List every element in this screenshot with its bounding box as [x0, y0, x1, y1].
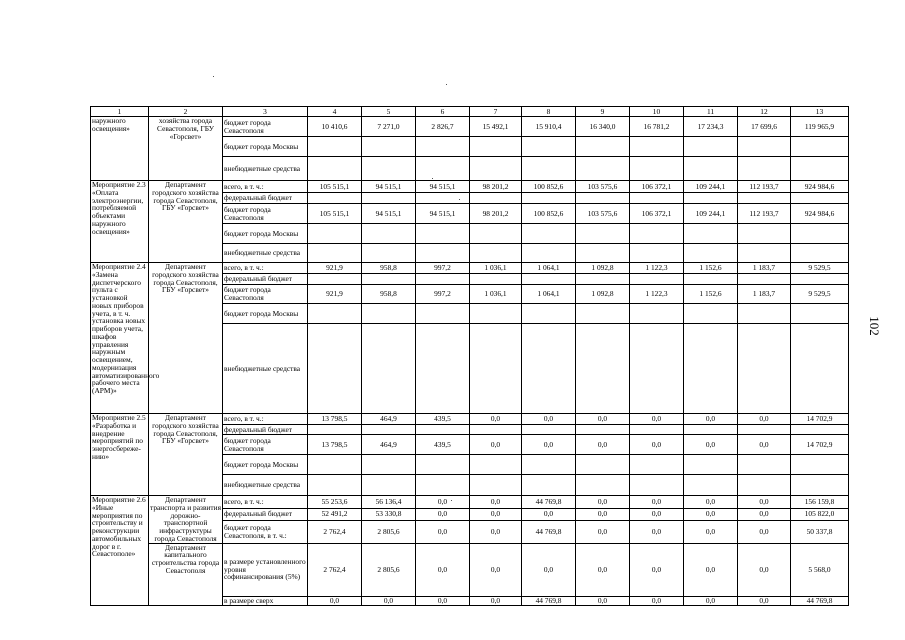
year-value-cell [522, 455, 576, 475]
year-value-cell: 0,0 [522, 508, 576, 521]
funding-source-cell: федеральный бюджет [223, 508, 308, 521]
year-value-cell [308, 304, 362, 324]
year-value-cell: 0,0 [576, 435, 630, 455]
year-value-cell: 0,0 [576, 496, 630, 509]
year-value-cell [738, 274, 791, 285]
year-value-cell [416, 304, 470, 324]
total-value-cell: 119 965,9 [791, 117, 849, 137]
year-value-cell: 958,8 [362, 263, 416, 274]
year-value-cell [684, 475, 738, 496]
year-value-cell [362, 475, 416, 496]
year-value-cell: 0,0 [684, 496, 738, 509]
year-value-cell [416, 455, 470, 475]
total-value-cell [791, 274, 849, 285]
year-value-cell: 0,0 [576, 508, 630, 521]
year-value-cell [416, 274, 470, 285]
year-value-cell: 94 515,1 [416, 204, 470, 224]
year-value-cell [362, 274, 416, 285]
year-value-cell [684, 324, 738, 414]
year-value-cell: 1 092,8 [576, 263, 630, 274]
year-value-cell: 2 762,4 [308, 543, 362, 596]
year-value-cell: 17 234,3 [684, 117, 738, 137]
funding-source-cell: внебюджетные средства [223, 324, 308, 414]
year-value-cell: 0,0 [522, 414, 576, 425]
year-value-cell: 1 064,1 [522, 263, 576, 274]
year-value-cell: 0,0 [630, 543, 684, 596]
year-value-cell [738, 157, 791, 181]
funding-source-cell: внебюджетные средства [223, 475, 308, 496]
year-value-cell: 0,0 [630, 435, 684, 455]
year-value-cell [522, 425, 576, 435]
year-value-cell: 0,0 [522, 543, 576, 596]
year-value-cell [576, 455, 630, 475]
year-value-cell [362, 157, 416, 181]
year-value-cell [522, 244, 576, 263]
year-value-cell [522, 274, 576, 285]
year-value-cell: 0,0 [470, 496, 522, 509]
year-value-cell [308, 137, 362, 157]
year-value-cell [522, 193, 576, 204]
total-value-cell: 14 702,9 [791, 435, 849, 455]
executor-cell: Департамент городского хозяйства города Севастополя, ГБУ «Горсвет» [149, 181, 223, 263]
year-value-cell: 2 805,6 [362, 521, 416, 544]
year-value-cell [308, 224, 362, 244]
document-page [90, 106, 849, 606]
year-value-cell [630, 137, 684, 157]
year-value-cell [576, 274, 630, 285]
year-value-cell [470, 304, 522, 324]
year-value-cell: 0,0 [470, 508, 522, 521]
year-value-cell: 0,0 [684, 414, 738, 425]
year-value-cell: 0,0 [738, 435, 791, 455]
total-value-cell [791, 475, 849, 496]
year-value-cell [362, 455, 416, 475]
year-value-cell: 0,0 [470, 521, 522, 544]
funding-source-cell: бюджет города Севастополя, в т. ч.: [223, 521, 308, 544]
column-number-8: 8 [522, 107, 576, 117]
year-value-cell: 0,0 [470, 596, 522, 605]
year-value-cell [738, 455, 791, 475]
total-value-cell [791, 324, 849, 414]
year-value-cell [416, 137, 470, 157]
funding-source-cell: бюджет города Севастополя [223, 204, 308, 224]
year-value-cell [416, 475, 470, 496]
year-value-cell: 0,0 [416, 496, 470, 509]
year-value-cell: 98 201,2 [470, 204, 522, 224]
year-value-cell [522, 475, 576, 496]
year-value-cell: 0,0 [470, 414, 522, 425]
year-value-cell: 109 244,1 [684, 181, 738, 193]
year-value-cell [684, 137, 738, 157]
year-value-cell: 2 762,4 [308, 521, 362, 544]
year-value-cell: 13 798,5 [308, 435, 362, 455]
executor-cell: Департамент городского хозяйства города Севастополя, ГБУ «Горсвет» [149, 414, 223, 496]
funding-source-cell: бюджет города Москвы [223, 304, 308, 324]
year-value-cell [416, 425, 470, 435]
year-value-cell [738, 137, 791, 157]
year-value-cell [522, 137, 576, 157]
year-value-cell: 0,0 [576, 521, 630, 544]
year-value-cell [362, 244, 416, 263]
year-value-cell [684, 425, 738, 435]
funding-source-cell: бюджет города Москвы [223, 137, 308, 157]
year-value-cell [308, 455, 362, 475]
year-value-cell [522, 304, 576, 324]
year-value-cell: 94 515,1 [416, 181, 470, 193]
year-value-cell: 0,0 [630, 508, 684, 521]
total-value-cell [791, 244, 849, 263]
year-value-cell [522, 157, 576, 181]
year-value-cell [576, 224, 630, 244]
funding-source-cell: в размере установленного уровня софинансирования (5%) [223, 543, 308, 596]
year-value-cell [362, 137, 416, 157]
year-value-cell: 0,0 [416, 508, 470, 521]
funding-source-cell: федеральный бюджет [223, 274, 308, 285]
executor-cell: Департамент капитального строительства города Севастополя [149, 543, 223, 605]
year-value-cell [362, 304, 416, 324]
total-value-cell [791, 304, 849, 324]
year-value-cell: 17 699,6 [738, 117, 791, 137]
year-value-cell [738, 304, 791, 324]
total-value-cell: 5 568,0 [791, 543, 849, 596]
total-value-cell [791, 137, 849, 157]
year-value-cell: 0,0 [738, 414, 791, 425]
total-value-cell: 14 702,9 [791, 414, 849, 425]
year-value-cell: 44 769,8 [522, 596, 576, 605]
year-value-cell [684, 274, 738, 285]
year-value-cell: 0,0 [470, 435, 522, 455]
year-value-cell [470, 244, 522, 263]
year-value-cell [684, 304, 738, 324]
year-value-cell: 0,0 [576, 596, 630, 605]
year-value-cell [630, 324, 684, 414]
year-value-cell [522, 224, 576, 244]
year-value-cell: 1 152,6 [684, 263, 738, 274]
financing-table [90, 106, 849, 606]
year-value-cell: 921,9 [308, 263, 362, 274]
year-value-cell: 100 852,6 [522, 181, 576, 193]
executor-cell: Департамент транспорта и развития дорожно-транспортной инфраструктуры города Севастополя [150, 495, 221, 543]
year-value-cell [522, 324, 576, 414]
funding-source-cell: внебюджетные средства [223, 157, 308, 181]
total-value-cell: 50 337,8 [791, 521, 849, 544]
scan-speck [432, 178, 433, 179]
total-value-cell: 924 984,6 [791, 181, 849, 193]
year-value-cell: 55 253,6 [308, 496, 362, 509]
table-row [91, 414, 849, 425]
column-number-11: 11 [684, 107, 738, 117]
year-value-cell [308, 324, 362, 414]
funding-source-cell: бюджет города Севастополя [223, 117, 308, 137]
column-number-7: 7 [470, 107, 522, 117]
year-value-cell: 0,0 [738, 508, 791, 521]
year-value-cell: 2 826,7 [416, 117, 470, 137]
year-value-cell [738, 324, 791, 414]
year-value-cell [308, 244, 362, 263]
funding-source-cell: в размере сверх [223, 596, 308, 605]
year-value-cell: 15 910,4 [522, 117, 576, 137]
year-value-cell: 16 340,0 [576, 117, 630, 137]
column-number-5: 5 [362, 107, 416, 117]
table-row [91, 181, 849, 193]
year-value-cell: 103 575,6 [576, 181, 630, 193]
year-value-cell [308, 274, 362, 285]
year-value-cell: 0,0 [684, 508, 738, 521]
year-value-cell [362, 224, 416, 244]
year-value-cell: 1 064,1 [522, 285, 576, 304]
year-value-cell: 10 410,6 [308, 117, 362, 137]
executor-cell: Департамент городского хозяйства города Севастополя, ГБУ «Горсвет» [149, 263, 223, 414]
year-value-cell: 439,5 [416, 414, 470, 425]
year-value-cell: 52 491,2 [308, 508, 362, 521]
funding-source-cell: всего, в т. ч.: [223, 496, 308, 509]
table-row [91, 263, 849, 274]
scan-speck [459, 199, 460, 200]
funding-source-cell: всего, в т. ч.: [223, 263, 308, 274]
year-value-cell: 15 492,1 [470, 117, 522, 137]
total-value-cell [791, 224, 849, 244]
year-value-cell: 0,0 [630, 414, 684, 425]
year-value-cell [630, 475, 684, 496]
year-value-cell [416, 244, 470, 263]
year-value-cell: 109 244,1 [684, 204, 738, 224]
column-number-2: 2 [149, 107, 223, 117]
year-value-cell [576, 137, 630, 157]
year-value-cell: 997,2 [416, 263, 470, 274]
total-value-cell: 9 529,5 [791, 285, 849, 304]
year-value-cell: 0,0 [416, 521, 470, 544]
column-number-4: 4 [308, 107, 362, 117]
year-value-cell [470, 157, 522, 181]
year-value-cell: 1 036,1 [470, 263, 522, 274]
year-value-cell: 0,0 [308, 596, 362, 605]
year-value-cell [576, 425, 630, 435]
year-value-cell [684, 157, 738, 181]
total-value-cell [791, 455, 849, 475]
measure-name-cell: Мероприятие 2.4 «Замена диспетчерского пульта с установкой новых приборов учета, в т. ч. установка новых приборов учета, шкафов управления наружным освещением, модернизация автоматизированного рабочего места (АРМ)» [91, 263, 149, 414]
year-value-cell: 464,9 [362, 435, 416, 455]
year-value-cell [416, 224, 470, 244]
year-value-cell: 921,9 [308, 285, 362, 304]
year-value-cell: 0,0 [576, 414, 630, 425]
year-value-cell: 958,8 [362, 285, 416, 304]
funding-source-cell: бюджет города Севастополя [223, 285, 308, 304]
page-number: 102 [866, 316, 882, 336]
year-value-cell: 44 769,8 [522, 496, 576, 509]
year-value-cell [470, 224, 522, 244]
year-value-cell [470, 137, 522, 157]
year-value-cell [684, 224, 738, 244]
funding-source-cell: бюджет города Москвы [223, 455, 308, 475]
year-value-cell [738, 224, 791, 244]
total-value-cell [791, 193, 849, 204]
year-value-cell: 94 515,1 [362, 204, 416, 224]
year-value-cell [470, 193, 522, 204]
year-value-cell: 7 271,0 [362, 117, 416, 137]
column-number-3: 3 [223, 107, 308, 117]
table-row [91, 117, 849, 137]
year-value-cell: 1 036,1 [470, 285, 522, 304]
year-value-cell: 106 372,1 [630, 181, 684, 193]
year-value-cell: 0,0 [576, 543, 630, 596]
scan-speck [451, 500, 452, 501]
year-value-cell [738, 475, 791, 496]
year-value-cell: 1 183,7 [738, 285, 791, 304]
table-row [91, 496, 849, 509]
scan-speck [446, 84, 447, 85]
year-value-cell [416, 157, 470, 181]
column-number-12: 12 [738, 107, 791, 117]
year-value-cell: 106 372,1 [630, 204, 684, 224]
year-value-cell: 0,0 [416, 596, 470, 605]
year-value-cell [630, 425, 684, 435]
total-value-cell: 156 159,8 [791, 496, 849, 509]
column-number-13: 13 [791, 107, 849, 117]
total-value-cell: 9 529,5 [791, 263, 849, 274]
year-value-cell [470, 274, 522, 285]
year-value-cell [630, 244, 684, 263]
funding-source-cell: бюджет города Москвы [223, 224, 308, 244]
year-value-cell [738, 425, 791, 435]
year-value-cell: 56 136,4 [362, 496, 416, 509]
funding-source-cell: федеральный бюджет [223, 193, 308, 204]
total-value-cell [791, 157, 849, 181]
year-value-cell: 0,0 [738, 543, 791, 596]
total-value-cell: 44 769,8 [791, 596, 849, 605]
year-value-cell: 1 122,3 [630, 285, 684, 304]
year-value-cell [416, 324, 470, 414]
column-number-10: 10 [630, 107, 684, 117]
year-value-cell: 0,0 [630, 496, 684, 509]
year-value-cell: 0,0 [630, 596, 684, 605]
year-value-cell [630, 304, 684, 324]
column-number-header [91, 107, 849, 117]
year-value-cell: 0,0 [738, 496, 791, 509]
year-value-cell [576, 244, 630, 263]
year-value-cell: 2 805,6 [362, 543, 416, 596]
year-value-cell: 0,0 [738, 596, 791, 605]
year-value-cell [470, 324, 522, 414]
year-value-cell: 0,0 [522, 435, 576, 455]
column-number-9: 9 [576, 107, 630, 117]
year-value-cell: 439,5 [416, 435, 470, 455]
year-value-cell [738, 193, 791, 204]
year-value-cell [630, 274, 684, 285]
year-value-cell [470, 425, 522, 435]
year-value-cell: 0,0 [684, 596, 738, 605]
year-value-cell: 0,0 [362, 596, 416, 605]
year-value-cell: 13 798,5 [308, 414, 362, 425]
year-value-cell [576, 304, 630, 324]
executor-cell: хозяйства города Севастополя, ГБУ «Горсвет» [149, 117, 223, 181]
total-value-cell: 105 822,0 [791, 508, 849, 521]
year-value-cell [738, 244, 791, 263]
measure-name-cell: Мероприятие 2.5 «Разработка и внедрение мероприятий по энергосбереже-нию» [91, 414, 149, 496]
year-value-cell: 103 575,6 [576, 204, 630, 224]
year-value-cell [308, 475, 362, 496]
funding-source-cell: внебюджетные средства [223, 244, 308, 263]
year-value-cell [630, 193, 684, 204]
year-value-cell [362, 324, 416, 414]
year-value-cell: 997,2 [416, 285, 470, 304]
year-value-cell: 1 092,8 [576, 285, 630, 304]
year-value-cell [362, 193, 416, 204]
scan-speck [213, 76, 214, 77]
year-value-cell: 112 193,7 [738, 204, 791, 224]
column-number-6: 6 [416, 107, 470, 117]
year-value-cell: 105 515,1 [308, 181, 362, 193]
table-body [91, 107, 849, 606]
year-value-cell [576, 475, 630, 496]
funding-source-cell: бюджет города Севастополя [223, 435, 308, 455]
year-value-cell: 105 515,1 [308, 204, 362, 224]
measure-name-cell: наружного освещения» [91, 117, 149, 181]
year-value-cell: 1 183,7 [738, 263, 791, 274]
year-value-cell [576, 193, 630, 204]
table-row [91, 543, 849, 596]
year-value-cell [308, 193, 362, 204]
year-value-cell: 98 201,2 [470, 181, 522, 193]
year-value-cell [630, 455, 684, 475]
year-value-cell: 0,0 [684, 521, 738, 544]
measure-name-cell: Мероприятие 2.6 «Иные мероприятия по строительству и реконструкции автомобильных дорог в г. Севастополе» [91, 496, 149, 606]
column-number-1: 1 [91, 107, 149, 117]
year-value-cell [684, 244, 738, 263]
funding-source-cell: федеральный бюджет [223, 425, 308, 435]
year-value-cell: 464,9 [362, 414, 416, 425]
year-value-cell [576, 324, 630, 414]
year-value-cell: 53 330,8 [362, 508, 416, 521]
year-value-cell [684, 455, 738, 475]
total-value-cell [791, 425, 849, 435]
total-value-cell: 924 984,6 [791, 204, 849, 224]
year-value-cell: 0,0 [684, 435, 738, 455]
year-value-cell [630, 157, 684, 181]
year-value-cell: 1 122,3 [630, 263, 684, 274]
year-value-cell [416, 193, 470, 204]
year-value-cell: 0,0 [470, 543, 522, 596]
year-value-cell: 16 781,2 [630, 117, 684, 137]
year-value-cell: 0,0 [738, 521, 791, 544]
year-value-cell [470, 455, 522, 475]
funding-source-cell: всего, в т. ч.: [223, 181, 308, 193]
year-value-cell: 0,0 [630, 521, 684, 544]
measure-name-cell: Мероприятие 2.3 «Оплата электроэнергии, потребляемой объектами наружного освещения» [91, 181, 149, 263]
year-value-cell: 112 193,7 [738, 181, 791, 193]
year-value-cell [308, 425, 362, 435]
year-value-cell: 0,0 [684, 543, 738, 596]
year-value-cell: 100 852,6 [522, 204, 576, 224]
year-value-cell [470, 475, 522, 496]
year-value-cell [308, 157, 362, 181]
year-value-cell [362, 425, 416, 435]
year-value-cell: 0,0 [416, 543, 470, 596]
year-value-cell [630, 224, 684, 244]
year-value-cell [684, 193, 738, 204]
year-value-cell [576, 157, 630, 181]
funding-source-cell: всего, в т. ч.: [223, 414, 308, 425]
year-value-cell: 94 515,1 [362, 181, 416, 193]
year-value-cell: 44 769,8 [522, 521, 576, 544]
year-value-cell: 1 152,6 [684, 285, 738, 304]
